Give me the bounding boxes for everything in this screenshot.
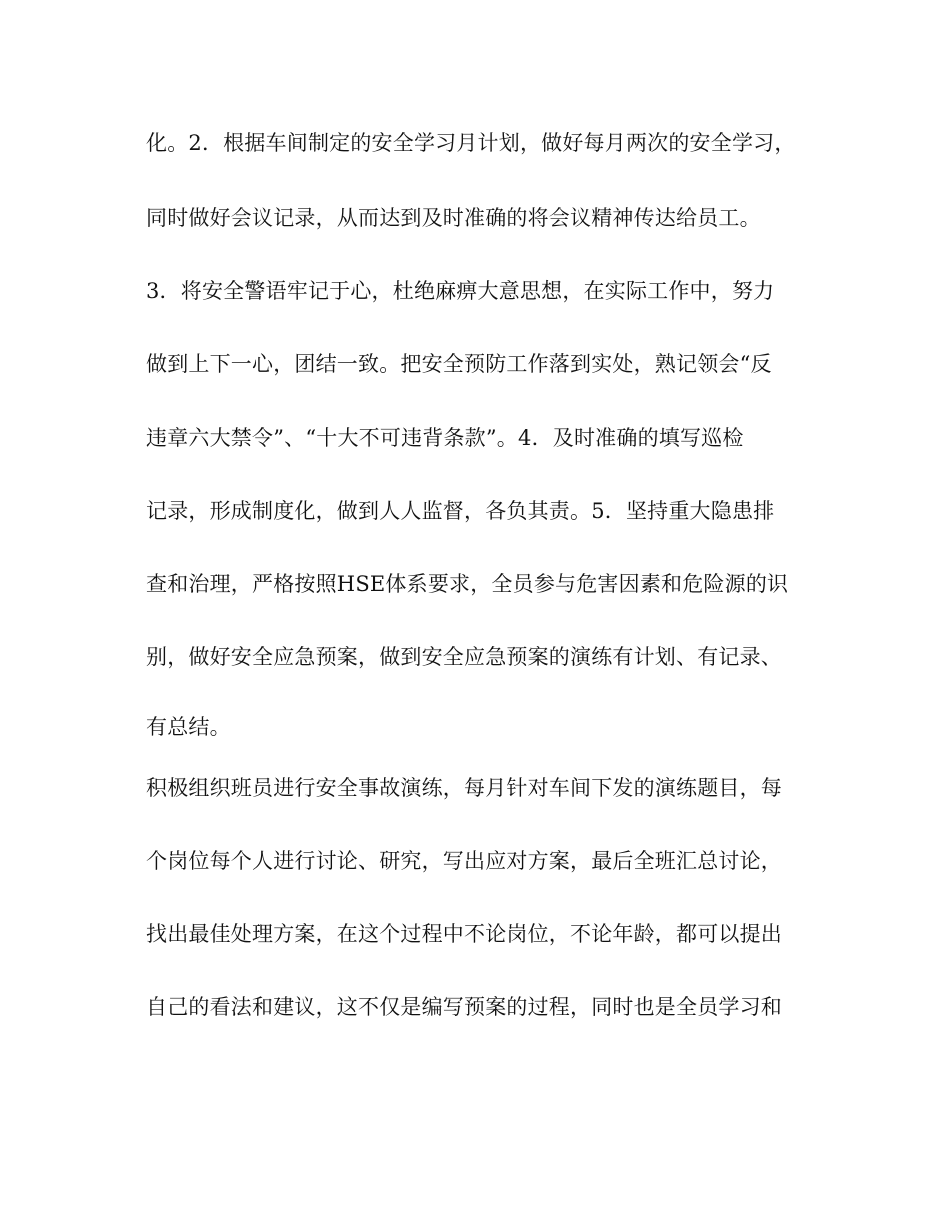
text-line: 别，做好安全应急预案，做到安全应急预案的演练有计划、有记录、 xyxy=(146,645,782,669)
text-line: 积极组织班员进行安全事故演练，每月针对车间下发的演练题目，每 xyxy=(146,776,782,800)
text-line: 记录，形成制度化，做到人人监督，各负其责。5．坚持重大隐患排 xyxy=(146,499,775,523)
text-line: 违章六大禁令”、“十大不可违背条款”。4．及时准确的填写巡检 xyxy=(146,426,744,450)
text-line: 查和治理，严格按照HSE体系要求，全员参与危害因素和危险源的识 xyxy=(146,572,789,596)
text-line: 同时做好会议记录，从而达到及时准确的将会议精神传达给员工。 xyxy=(146,206,761,230)
text-line: 做到上下一心，团结一致。把安全预防工作落到实处，熟记领会“反 xyxy=(146,352,772,376)
text-line: 自己的看法和建议，这不仅是编写预案的过程，同时也是全员学习和 xyxy=(146,995,782,1019)
text-line: 有总结。 xyxy=(146,715,231,739)
text-line: 找出最佳处理方案，在这个过程中不论岗位，不论年龄，都可以提出 xyxy=(146,922,782,946)
text-line: 3．将安全警语牢记于心，杜绝麻痹大意思想，在实际工作中，努力 xyxy=(146,279,775,303)
text-line: 个岗位每个人进行讨论、研究，写出应对方案，最后全班汇总讨论， xyxy=(146,849,782,873)
text-line: 化。2．根据车间制定的安全学习月计划，做好每月两次的安全学习， xyxy=(146,131,796,155)
